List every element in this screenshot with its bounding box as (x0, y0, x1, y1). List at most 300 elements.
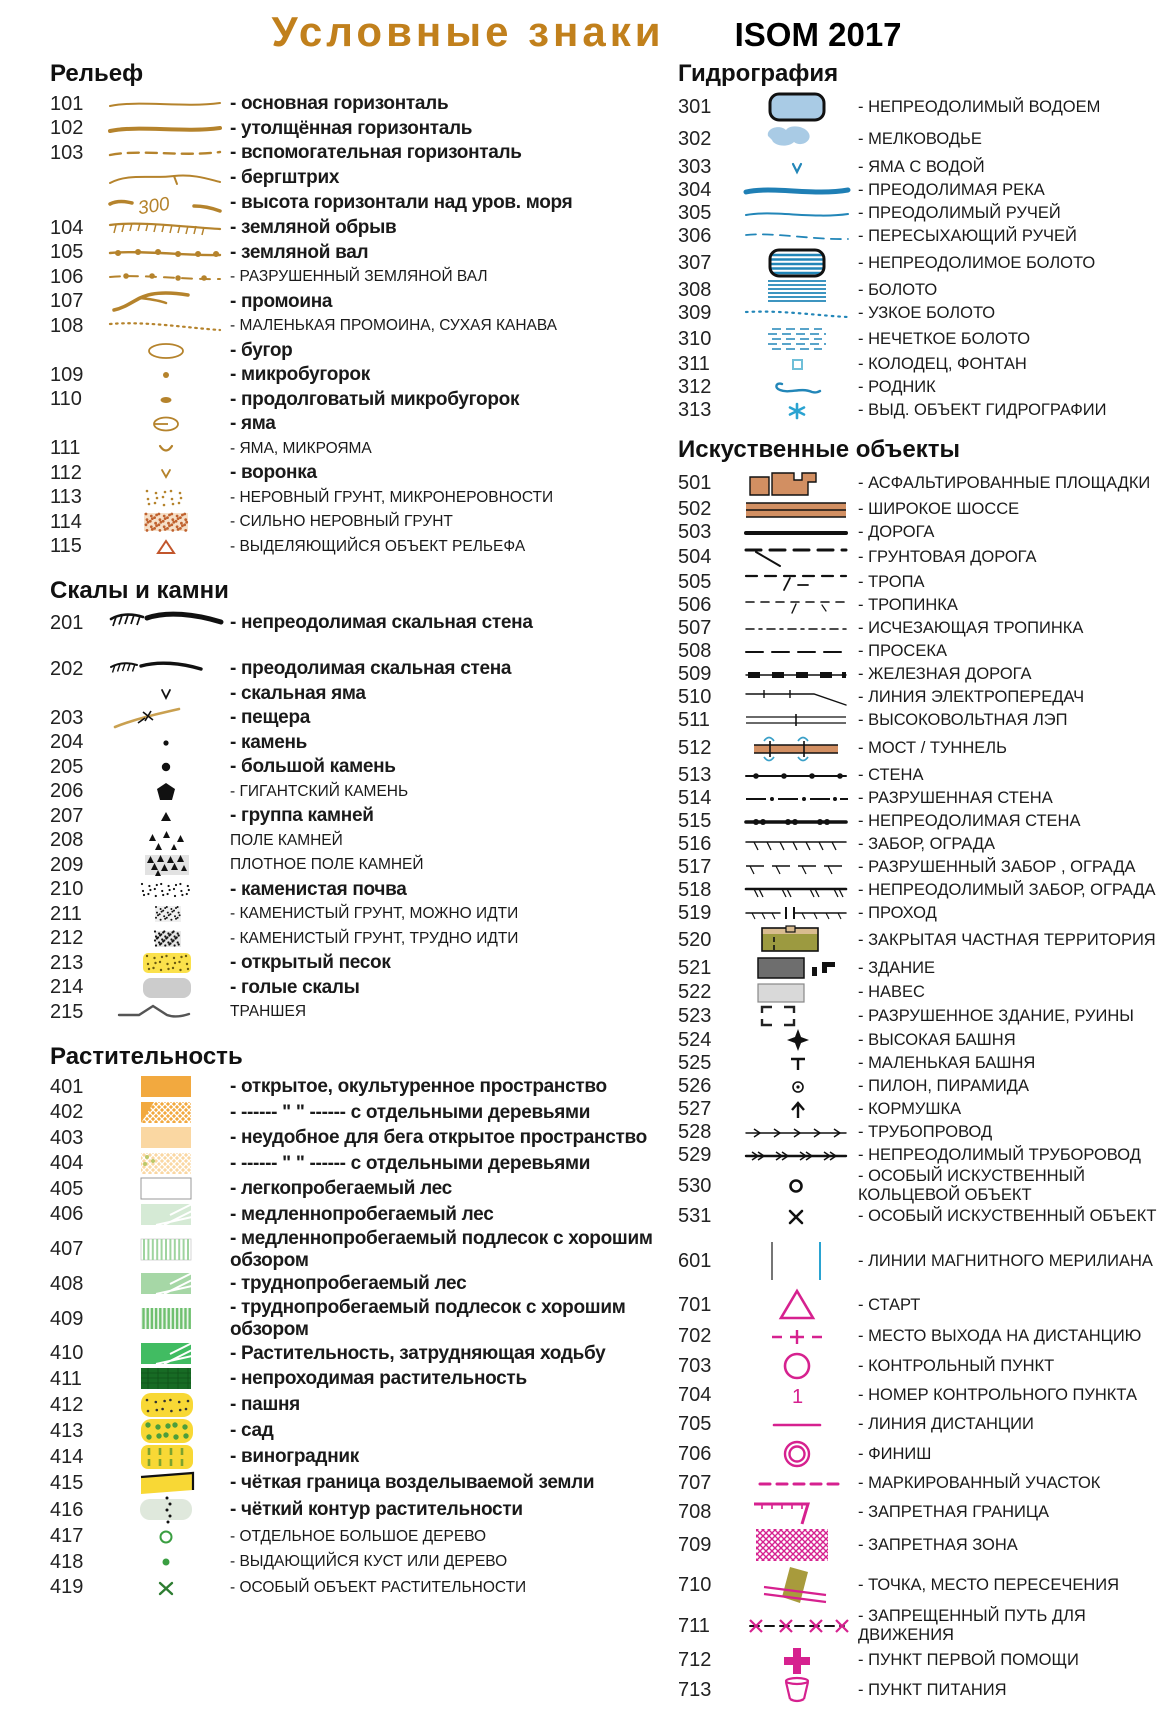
section-relief (50, 60, 678, 559)
legend-row (678, 981, 1173, 1004)
veg-x-icon (102, 1580, 230, 1596)
legend-row (678, 879, 1173, 902)
symbol-label: - КАМЕНИСТЫЙ ГРУНТ, МОЖНО ИДТИ (230, 905, 519, 923)
symbol-code: 206 (50, 780, 84, 803)
symbol-code: 504 (678, 545, 712, 568)
symbol-code: 303 (678, 156, 712, 178)
stony-sparse-icon (102, 881, 230, 899)
legend-row (50, 1341, 678, 1367)
symbol-label: - воронка (230, 462, 317, 484)
symbol-code: 703 (678, 1354, 712, 1377)
symbol-code: 401 (50, 1075, 84, 1098)
legend-row (50, 706, 678, 731)
crossing-point-icon (736, 905, 858, 923)
symbol-code: 210 (50, 878, 84, 901)
symbol-label: - НЕПРЕОДОЛИМЫЙ ВОДОЕМ (858, 97, 1101, 116)
legend-row (50, 657, 678, 682)
slope-line-icon (102, 167, 230, 189)
legend-row (678, 325, 1173, 353)
contour-300-icon (102, 190, 230, 220)
symbol-code: 408 (50, 1272, 84, 1295)
small-tower-icon (736, 1054, 858, 1074)
symbol-code: 114 (50, 510, 82, 533)
vanishing-path-icon (736, 623, 858, 635)
legend-row (678, 302, 1173, 325)
symbol-code: 305 (678, 202, 712, 224)
feeder-icon (736, 1099, 858, 1121)
legend-columns (0, 60, 1173, 1723)
symbol-label: - продолговатый микробугорок (230, 388, 520, 410)
asterisk-blue-icon (736, 401, 858, 421)
earth-cliff-icon (102, 218, 230, 238)
legend-row (50, 1177, 678, 1203)
symbol-label: - ЯМА С ВОДОЙ (858, 158, 985, 176)
symbol-label: - НЕПРЕОДОЛИМОЕ БОЛОТО (858, 253, 1096, 272)
symbol-label: - ВЫД. ОБЪЕКТ ГИДРОГРАФИИ (858, 401, 1107, 419)
symbol-code: 403 (50, 1126, 84, 1149)
first-aid-icon (736, 1645, 858, 1675)
symbol-label: - РАЗРУШЕННЫЙ ЗАБОР , ОГРАДА (858, 858, 1136, 876)
page-title: Условные знаки (271, 8, 665, 55)
symbol-code: 511 (678, 709, 710, 731)
symbol-label: - РОДНИК (858, 378, 936, 396)
symbol-code: 402 (50, 1101, 84, 1124)
symbol-code: 307 (678, 251, 712, 274)
symbol-code: 704 (678, 1384, 712, 1406)
legend-row (678, 278, 1173, 302)
crossing-place-icon (736, 1563, 858, 1607)
symbol-label: - неудобное для бега открытое пространство (230, 1127, 647, 1149)
small-path-icon (736, 597, 858, 615)
symbol-code: 524 (678, 1028, 712, 1051)
legend-row (678, 686, 1173, 709)
small-dot-brown-icon (102, 370, 230, 380)
symbol-label: - ПРЕОДОЛИМЫЙ РУЧЕЙ (858, 204, 1061, 222)
legend-row (50, 976, 678, 1001)
undergrowth-slow-icon (102, 1238, 230, 1262)
legend-row (678, 92, 1173, 122)
svg-text:1: 1 (792, 1385, 804, 1408)
symbol-label: - бугор (230, 339, 293, 361)
symbol-code: 518 (678, 879, 712, 901)
symbol-label: - ПИЛОН, ПИРАМИДА (858, 1077, 1029, 1095)
symbol-label: - ГИГАНТСКИЙ КАМЕНЬ (230, 782, 409, 800)
symbol-label: - УЗКОЕ БОЛОТО (858, 304, 996, 322)
legend-row (678, 521, 1173, 544)
symbol-code: 414 (50, 1445, 84, 1468)
field-yellow-dots-icon (102, 1392, 230, 1418)
sparse-dots-brown-icon (102, 488, 230, 508)
legend-row (678, 1052, 1173, 1075)
refreshment-icon (736, 1675, 858, 1705)
symbol-code: 530 (678, 1174, 712, 1197)
legend-row (50, 412, 678, 437)
symbol-label: - ЗДАНИЕ (858, 958, 936, 977)
symbol-label: - РАЗРУШЕННЫЙ ЗЕМЛЯНОЙ ВАЛ (230, 268, 488, 286)
stony-walk-icon (102, 904, 230, 924)
symbol-label: - большой камень (230, 756, 396, 778)
symbol-label: - каменистая почва (230, 878, 407, 900)
small-gully-dotted-icon (102, 319, 230, 333)
legend-row (50, 166, 678, 191)
pentagon-black-icon (102, 781, 230, 803)
start-triangle-icon (736, 1288, 858, 1322)
v-shape-brown-icon (102, 467, 230, 479)
v-black-icon (102, 688, 230, 700)
section-title: Скалы и камни (50, 577, 229, 604)
legend-row (50, 241, 678, 266)
symbol-label: ПЛОТНОЕ ПОЛЕ КАМНЕЙ (230, 856, 424, 874)
symbol-label: - голые скалы (230, 976, 360, 998)
contour-dashed-icon (102, 146, 230, 160)
symbol-label: - преодолимая скальная стена (230, 658, 512, 680)
symbol-code: 102 (50, 117, 84, 140)
symbol-label: - БОЛОТО (858, 280, 938, 299)
legend-row (678, 1167, 1173, 1205)
symbol-code: 204 (50, 731, 84, 754)
legend-row (678, 856, 1173, 879)
legend-row (678, 468, 1173, 498)
symbol-label: - непроходимая растительность (230, 1368, 527, 1390)
symbol-code: 411 (50, 1367, 82, 1390)
legend-row (678, 902, 1173, 925)
legend-row (678, 1028, 1173, 1052)
legend-row (50, 878, 678, 903)
legend-row (50, 314, 678, 339)
symbol-code: 515 (678, 810, 712, 832)
legend-row (678, 1527, 1173, 1563)
symbol-label: - МАРКИРОВАННЫЙ УЧАСТОК (858, 1474, 1101, 1492)
symbol-label: - ЯМА, МИКРОЯМА (230, 439, 372, 457)
symbol-label: - РАЗРУШЕННАЯ СТЕНА (858, 789, 1053, 807)
symbol-code: 308 (678, 278, 712, 301)
legend-row (678, 594, 1173, 617)
ruined-earth-wall-icon (102, 270, 230, 284)
symbol-code: 701 (678, 1293, 712, 1316)
finish-circles-icon (736, 1439, 858, 1469)
section-title: Растительность (50, 1042, 243, 1070)
legend-row (50, 1418, 678, 1444)
symbol-label: - РАЗРУШЕННОЕ ЗДАНИЕ, РУИНЫ (858, 1006, 1134, 1025)
symbol-label: - ПУНКТ ПЕРВОЙ ПОМОЩИ (858, 1650, 1079, 1669)
symbol-code: 302 (678, 127, 712, 150)
river-thick-icon (736, 182, 858, 200)
road-black-icon (736, 528, 858, 538)
symbol-code: 208 (50, 829, 84, 852)
legend-row (50, 437, 678, 462)
legend-row (678, 1004, 1173, 1028)
legend-row (50, 951, 678, 976)
legend-row (50, 1151, 678, 1177)
symbol-label: - ЛИНИИ МАГНИТНОГО МЕРИЛИАНА (858, 1251, 1153, 1270)
symbol-label: - труднопробегаемый лес (230, 1273, 467, 1295)
legend-row (678, 1098, 1173, 1121)
veg-boundary-icon (102, 1496, 230, 1524)
symbol-code: 514 (678, 787, 712, 809)
marsh-stripes-icon (736, 278, 858, 302)
legend-row (678, 764, 1173, 787)
symbol-code: 202 (50, 657, 84, 680)
symbol-label: - ОСОБЫЙ ИСКУСТВЕННЫЙ ОБЪЕКТ (858, 1207, 1157, 1225)
symbol-label: - ТРОПА (858, 572, 925, 591)
legend-row (678, 810, 1173, 833)
symbol-code: 115 (50, 535, 82, 558)
symbol-code: 306 (678, 225, 712, 247)
symbol-code: 110 (50, 388, 82, 411)
dot-small-black-icon (102, 738, 230, 748)
symbol-code: 707 (678, 1472, 712, 1494)
symbol-code: 506 (678, 594, 712, 616)
impassable-pipeline-icon (736, 1148, 858, 1164)
marsh-dotted-icon (736, 308, 858, 320)
symbol-label: - КОНТРОЛЬНЫЙ ПУНКТ (858, 1356, 1055, 1375)
symbol-label: - ЗАПРЕТНАЯ ГРАНИЦА (858, 1503, 1050, 1521)
symbol-label: - ЛИНИЯ ДИСТАНЦИИ (858, 1415, 1034, 1433)
symbol-label: - ИСЧЕЗАЮЩАЯ ТРОПИНКА (858, 619, 1084, 637)
orchard-icon (102, 1418, 230, 1444)
symbol-code: 519 (678, 902, 712, 924)
symbol-code: 215 (50, 1000, 84, 1023)
symbol-label: - вспомогательная горизонталь (230, 142, 522, 164)
symbol-label: - МОСТ / ТУННЕЛЬ (858, 738, 1007, 757)
symbol-label: - НЕРОВНЫЙ ГРУНТ, МИКРОНЕРОВНОСТИ (230, 488, 554, 506)
section-other (678, 1238, 1173, 1284)
symbol-code: 107 (50, 290, 84, 313)
symbol-code: 209 (50, 853, 84, 876)
symbol-code: 213 (50, 951, 84, 974)
symbol-code: 310 (678, 327, 712, 350)
symbol-code: 410 (50, 1342, 84, 1365)
page-header (0, 0, 1173, 60)
symbol-label: - камень (230, 731, 308, 753)
dirt-road-icon (736, 544, 858, 570)
stream-thin-icon (736, 207, 858, 221)
symbol-label: - ТРОПИНКА (858, 596, 958, 614)
symbol-code: 529 (678, 1144, 712, 1166)
legend-row (50, 265, 678, 290)
control-circle-icon (736, 1351, 858, 1381)
left-column (50, 60, 678, 1723)
symbol-label: - НЕПРЕОДОЛИМАЯ СТЕНА (858, 812, 1081, 830)
legend-row (678, 544, 1173, 570)
legend-row (50, 902, 678, 927)
symbol-label: - ВЫСОКАЯ БАШНЯ (858, 1030, 1016, 1049)
section-veg (50, 1043, 678, 1601)
symbol-label: - высота горизонтали над уров. моря (230, 192, 573, 213)
symbol-label: - ВЫДАЮЩИЙСЯ КУСТ ИЛИ ДЕРЕВО (230, 1553, 508, 1571)
legend-row (50, 609, 678, 637)
paved-area-icon (736, 468, 858, 498)
symbol-code: 508 (678, 640, 712, 662)
legend-row (678, 202, 1173, 225)
symbol-code: 304 (678, 179, 712, 201)
symbol-label: - ПЕРЕСЫХАЮЩИЙ РУЧЕЙ (858, 227, 1077, 245)
legend-row (678, 225, 1173, 248)
bush-icon (102, 1556, 230, 1568)
veg-impassable-icon (102, 1367, 230, 1391)
legend-row (678, 709, 1173, 732)
forbidden-boundary-icon (736, 1499, 858, 1527)
section-title: Гидрография (678, 60, 839, 87)
symbol-label: - ЗАБОР, ОГРАДА (858, 835, 995, 853)
symbol-code: 312 (678, 376, 712, 398)
section-rocks (50, 577, 678, 1025)
symbol-label: - ПУНКТ ПИТАНИЯ (858, 1680, 1007, 1699)
legend-row (50, 1297, 678, 1341)
cave-icon (102, 706, 230, 730)
legend-row (678, 122, 1173, 156)
lake-icon (736, 92, 858, 122)
legend-row (50, 486, 678, 511)
symbol-label: - НОМЕР КОНТРОЛЬНОГО ПУНКТА (858, 1386, 1137, 1404)
symbol-code: 527 (678, 1098, 712, 1120)
vineyard-icon (102, 1444, 230, 1470)
triangle-filled-black-icon (102, 808, 230, 824)
symbol-code: 313 (678, 399, 712, 421)
contour-thin-icon (102, 97, 230, 111)
symbol-code: 512 (678, 736, 712, 759)
legend-row (678, 179, 1173, 202)
dense-dots-brown-icon (102, 511, 230, 533)
legend-row (50, 1100, 678, 1126)
symbol-code: 513 (678, 764, 712, 786)
contour-thick-icon (102, 122, 230, 136)
symbol-code: 517 (678, 856, 712, 878)
symbol-code: 105 (50, 241, 84, 264)
symbol-code: 526 (678, 1075, 712, 1097)
triangle-outline-brown-icon (102, 538, 230, 556)
fence-icon (736, 837, 858, 853)
legend-row (678, 1439, 1173, 1469)
section-man (678, 436, 1173, 1228)
symbol-code: 205 (50, 755, 84, 778)
symbol-label: - ЗАПРЕЩЕННЫЙ ПУТЬ ДЛЯ ДВИЖЕНИЯ (858, 1607, 1086, 1644)
symbol-code: 501 (678, 471, 712, 494)
legend-row (678, 833, 1173, 856)
symbol-label: - пещера (230, 707, 311, 729)
legend-row (50, 1496, 678, 1524)
symbol-label: - СТЕНА (858, 766, 924, 784)
symbol-code: 523 (678, 1004, 712, 1027)
pit-ellipse-icon (102, 416, 230, 432)
forest-white-icon (102, 1177, 230, 1201)
legend-row (50, 853, 678, 878)
symbol-code: 502 (678, 498, 712, 520)
course-line-icon (736, 1419, 858, 1431)
symbol-code: 702 (678, 1325, 712, 1347)
symbol-label: - ОТДЕЛЬНОЕ БОЛЬШОЕ ДЕРЕВО (230, 1527, 487, 1545)
legend-row (50, 339, 678, 364)
symbol-code: 103 (50, 141, 84, 164)
ring-black-icon (736, 1177, 858, 1195)
forbidden-area-icon (736, 1527, 858, 1563)
symbol-code: 111 (50, 437, 81, 460)
stony-hard-icon (102, 929, 230, 949)
standard-version-label: ISOM 2017 (734, 16, 902, 53)
symbol-label: ПОЛЕ КАМНЕЙ (230, 831, 343, 849)
u-shape-brown-icon (102, 443, 230, 455)
symbol-label: - КОЛОДЕЦ, ФОНТАН (858, 355, 1027, 373)
symbol-label: - СТАРТ (858, 1295, 921, 1314)
wide-road-icon (736, 499, 858, 521)
right-column (678, 60, 1173, 1723)
legend-row (50, 388, 678, 413)
symbol-code: 528 (678, 1121, 712, 1143)
symbol-label: - скальная яма (230, 682, 366, 704)
symbol-code: 522 (678, 981, 712, 1003)
symbol-label: - ОСОБЫЙ ОБЪЕКТ РАСТИТЕЛЬНОСТИ (230, 1578, 527, 1596)
symbol-label: - ДОРОГА (858, 523, 935, 541)
symbol-label: - НАВЕС (858, 983, 925, 1001)
symbol-code: 214 (50, 976, 84, 999)
symbol-code: 106 (50, 265, 84, 288)
section-title: Рельеф (50, 60, 144, 87)
bare-rock-gray-icon (102, 976, 230, 1000)
symbol-label: - непреодолимая скальная стена (230, 612, 533, 633)
legend-row (678, 1351, 1173, 1381)
pipeline-icon (736, 1125, 858, 1141)
legend-row (50, 755, 678, 780)
symbol-code: 712 (678, 1648, 712, 1671)
cliff-black-large-icon (102, 609, 230, 637)
legend-row (678, 1288, 1173, 1322)
symbol-label: - бергштрих (230, 166, 340, 188)
symbol-code: 505 (678, 570, 712, 593)
symbol-code: 211 (50, 902, 82, 925)
symbol-label: - открытое, окультуренное пространство (230, 1076, 607, 1098)
symbol-label: - ПРОХОД (858, 904, 937, 922)
legend-row (50, 1228, 678, 1272)
symbol-code: 101 (50, 92, 84, 115)
open-orange-trees-icon (102, 1101, 230, 1125)
legend-row (50, 216, 678, 241)
symbol-label: - ЛИНИЯ ЭЛЕКТРОПЕРЕДАЧ (858, 688, 1085, 706)
legend-row (50, 1392, 678, 1418)
legend-row (678, 376, 1173, 399)
legend-row (50, 1524, 678, 1550)
symbol-code: 203 (50, 706, 84, 729)
symbol-label: - открытый песок (230, 952, 391, 974)
symbol-code: 309 (678, 302, 712, 324)
high-voltage-icon (736, 713, 858, 729)
symbol-code: 711 (678, 1614, 710, 1637)
marsh-indistinct-icon (736, 325, 858, 353)
symbol-label: - Растительность, затрудняющая ходьбу (230, 1342, 606, 1364)
legend-row (50, 1550, 678, 1576)
powerline-icon (736, 687, 858, 709)
symbol-code: 601 (678, 1249, 712, 1272)
symbol-code: 113 (50, 486, 82, 509)
symbol-label: - ВЫСОКОВОЛЬТНАЯ ЛЭП (858, 711, 1068, 729)
legend-row (678, 1144, 1173, 1167)
legend-row (678, 663, 1173, 686)
impassable-fence-icon (736, 883, 858, 899)
symbol-label: - КОРМУШКА (858, 1100, 962, 1118)
path-dashed-icon (736, 570, 858, 594)
small-oval-brown-icon (102, 395, 230, 405)
symbol-code: 509 (678, 663, 712, 685)
rough-open-icon (102, 1126, 230, 1150)
symbol-label: - медленнопробегаемый подлесок с хорошим обзором (230, 1227, 653, 1271)
legend-row (50, 190, 678, 220)
bridge-tunnel-icon (736, 732, 858, 764)
ruined-fence-icon (736, 860, 858, 876)
marsh-bordered-icon (736, 248, 858, 278)
symbol-label: - пашня (230, 1394, 300, 1415)
symbol-code: 710 (678, 1573, 712, 1596)
symbol-code: 413 (50, 1419, 84, 1442)
water-pit-icon (736, 161, 858, 175)
